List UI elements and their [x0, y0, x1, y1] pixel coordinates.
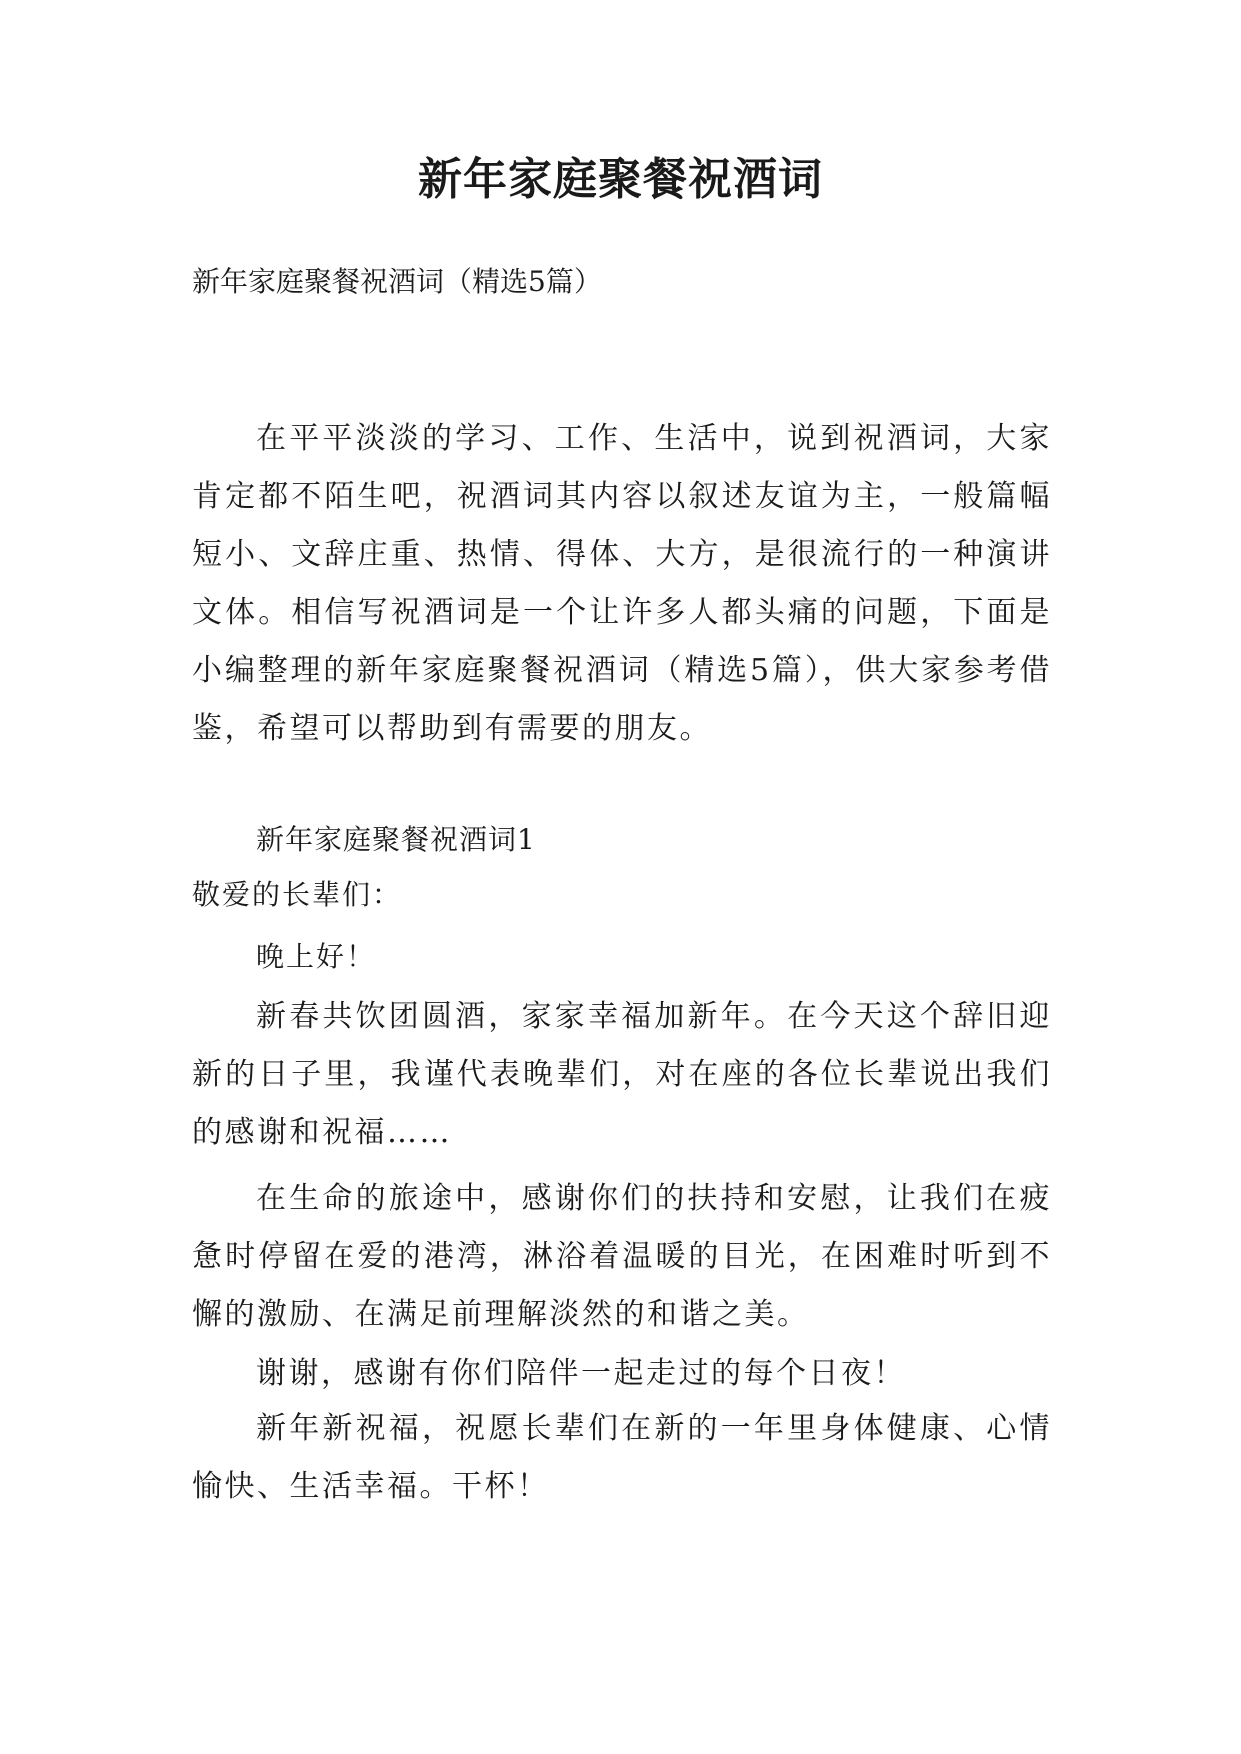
salutation: 敬爱的长辈们：	[192, 878, 403, 911]
document-subtitle: 新年家庭聚餐祝酒词（精选5篇）	[192, 265, 602, 298]
body-paragraph: 在生命的旅途中，感谢你们的扶持和安慰，让我们在疲惫时停留在爱的港湾，淋浴着温暖的目光，在困难时听到不懈的激励、在满足前理解淡然的和谐之美。	[192, 1181, 1052, 1332]
document-title: 新年家庭聚餐祝酒词	[418, 154, 823, 205]
body-paragraph: 新年新祝福，祝愿长辈们在新的一年里身体健康、心情愉快、生活幸福。干杯！	[192, 1411, 1052, 1504]
body-paragraph: 新春共饮团圆酒，家家幸福加新年。在今天这个辞旧迎新的日子里，我谨代表晚辈们，对在座的各位长辈说出我们的感谢和祝福……	[192, 999, 1052, 1150]
intro-paragraph: 在平平淡淡的学习、工作、生活中，说到祝酒词，大家肯定都不陌生吧，祝酒词其内容以叙述友谊为主，一般篇幅短小、文辞庄重、热情、得体、大方，是很流行的一种演讲文体。相信写祝酒词是一个让许多人都头痛的问题，下面是小编整理的新年家庭聚餐祝酒词（精选5篇），供大家参考借鉴，希望可以帮助到有需要的朋友。	[192, 421, 1052, 746]
section-heading: 新年家庭聚餐祝酒词1	[256, 823, 536, 856]
greeting: 晚上好！	[256, 940, 377, 973]
body-paragraph: 谢谢，感谢有你们陪伴一起走过的每个日夜！	[256, 1356, 906, 1391]
